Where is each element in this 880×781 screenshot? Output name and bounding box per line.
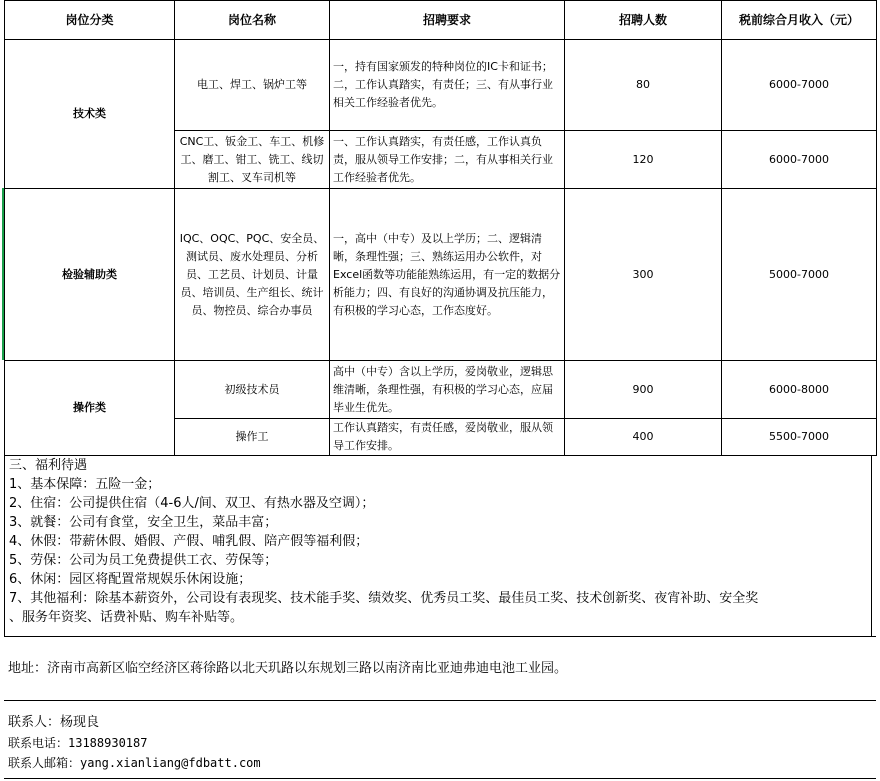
salary-cell: 6000-8000: [722, 361, 877, 419]
accent-bar: [2, 188, 4, 360]
category-cell: 操作类: [5, 361, 175, 456]
salary-cell: 6000-7000: [722, 131, 877, 189]
position-cell: 初级技术员: [175, 361, 330, 419]
header-position: 岗位名称: [175, 1, 330, 40]
benefit-item: 7、其他福利：除基本薪资外，公司设有表现奖、技术能手奖、绩效奖、优秀员工奖、最佳员工奖、技术创新奖、夜宵补助、安全奖: [9, 591, 759, 606]
table-row: [5, 40, 877, 131]
position-cell: 电工、焊工、锅炉工等: [175, 40, 330, 131]
position-cell: 操作工: [175, 419, 330, 456]
category-cell: 技术类: [5, 40, 175, 189]
salary-cell: 6000-7000: [722, 40, 877, 131]
requirement-cell: 工作认真踏实，有责任感，爱岗敬业，服从领导工作安排。: [330, 419, 565, 456]
count-cell: 300: [565, 189, 722, 361]
address-text: 地址：济南市高新区临空经济区蒋徐路以北天玑路以东规划三路以南济南比亚迪弗迪电池工业园。: [8, 661, 568, 676]
divider: [4, 636, 876, 637]
table-row: [5, 361, 877, 419]
benefit-item: 6、休闲：园区将配置常规娱乐休闲设施；: [9, 572, 252, 587]
requirement-cell: 高中（中专）含以上学历，爱岗敬业，逻辑思维清晰，条理性强，有积极的学习心态，应届毕业生优先。: [330, 361, 565, 419]
count-cell: 900: [565, 361, 722, 419]
position-cell: IQC、OQC、PQC、安全员、测试员、废水处理员、分析员、工艺员、计划员、计量员、培训员、生产组长、统计员、物控员、综合办事员: [175, 189, 330, 361]
benefit-item: 2、住宿：公司提供住宿（4-6人/间、双卫、有热水器及空调）；: [9, 496, 375, 511]
header-category: 岗位分类: [5, 1, 175, 40]
requirement-cell: 一，高中（中专）及以上学历；二、逻辑清晰，条理性强；三、熟练运用办公软件，对Excel函数等功能能熟练运用，有一定的数据分析能力；四、有良好的沟通协调及抗压能力，有积极的学习心态，工作态度好。: [330, 189, 565, 361]
requirement-cell: 一、工作认真踏实，有责任感，工作认真负责，服从领导工作安排；二，有从事相关行业工作经验者优先。: [330, 131, 565, 189]
count-cell: 400: [565, 419, 722, 456]
benefit-item: 、服务年资奖、话费补贴、购车补贴等。: [9, 610, 244, 625]
requirement-cell: 一，持有国家颁发的特种岗位的IC卡和证书；二，工作认真踏实，有责任；三、有从事行业相关工作经验者优先。: [330, 40, 565, 131]
salary-cell: 5500-7000: [722, 419, 877, 456]
divider: [4, 700, 876, 701]
job-table: [4, 0, 877, 456]
contact-phone: 联系电话：13188930187: [8, 736, 148, 750]
benefit-item: 4、休假：带薪休假、婚假、产假、哺乳假、陪产假等福利假；: [9, 534, 369, 549]
salary-cell: 5000-7000: [722, 189, 877, 361]
benefit-item: 1、基本保障：五险一金；: [9, 477, 161, 492]
count-cell: 120: [565, 131, 722, 189]
contact-person: 联系人：杨现良: [8, 715, 100, 730]
header-requirement: 招聘要求: [330, 1, 565, 40]
header-salary: 税前综合月收入（元）: [722, 1, 877, 40]
benefits-title: 三、福利待遇: [9, 458, 88, 473]
divider: [4, 778, 876, 779]
count-cell: 80: [565, 40, 722, 131]
contact-email: 联系人邮箱：yang.xianliang@fdbatt.com: [8, 756, 261, 770]
table-row: [5, 189, 877, 361]
position-cell: CNC工、钣金工、车工、机修工、磨工、钳工、铣工、线切割工、叉车司机等: [175, 131, 330, 189]
benefit-item: 3、就餐：公司有食堂，安全卫生，菜品丰富；: [9, 515, 278, 530]
header-count: 招聘人数: [565, 1, 722, 40]
table-header-row: [5, 1, 877, 40]
category-cell: 检验辅助类: [5, 189, 175, 361]
benefit-item: 5、劳保：公司为员工免费提供工衣、劳保等；: [9, 553, 278, 568]
benefits-section: [4, 456, 872, 636]
